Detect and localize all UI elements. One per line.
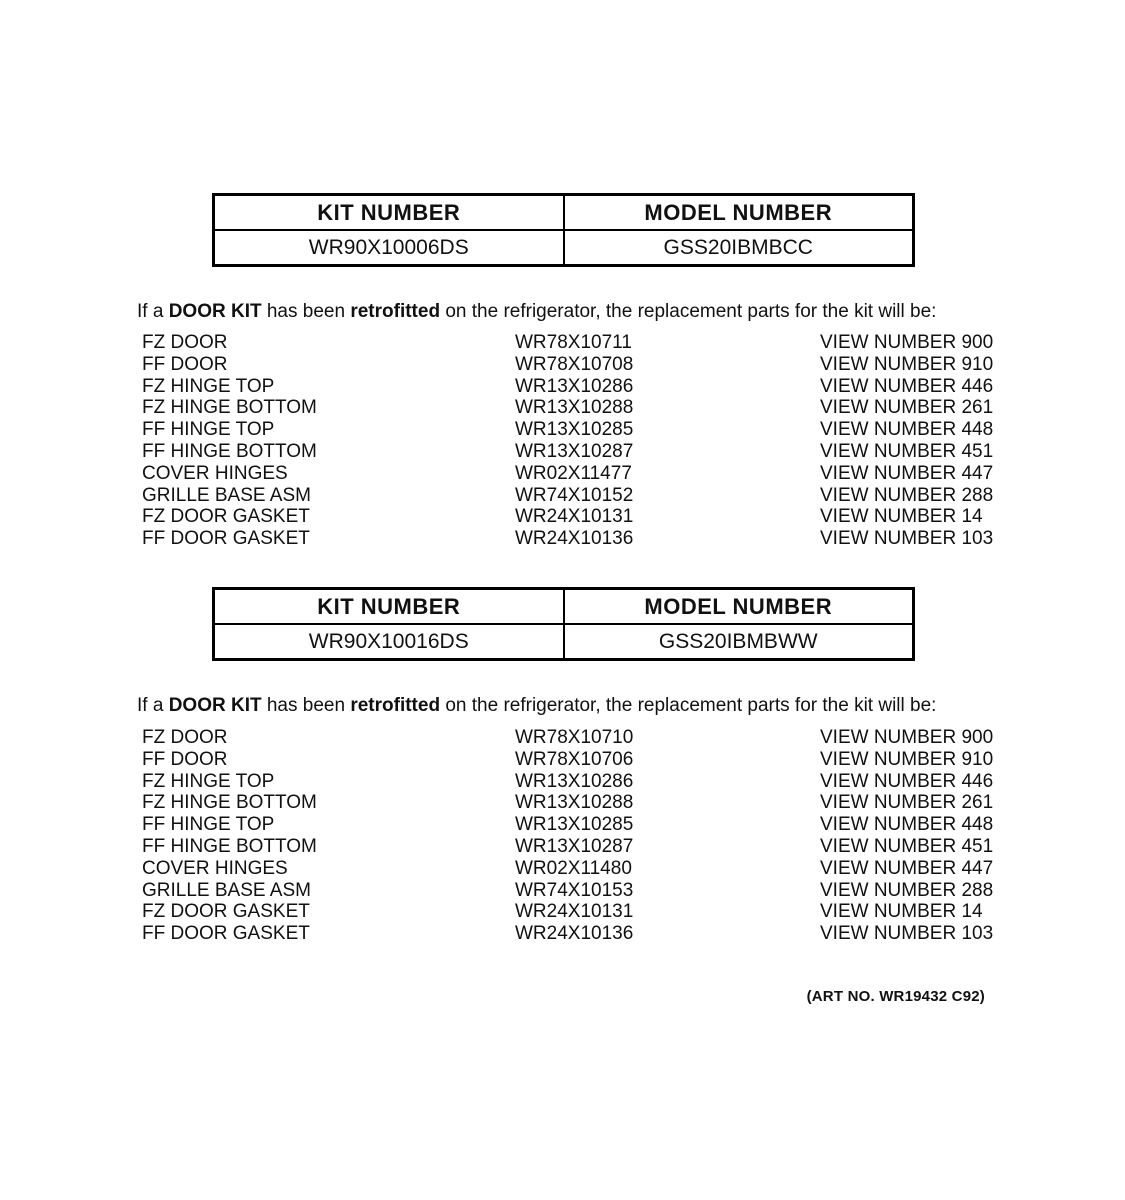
- parts-row: [142, 354, 1002, 376]
- intro-post: on the refrigerator, the replacement parts for the kit will be:: [440, 695, 937, 716]
- part-name: FZ DOOR GASKET: [142, 506, 310, 528]
- parts-list-2: [142, 727, 1002, 945]
- part-view-number: VIEW NUMBER 900: [820, 727, 994, 748]
- part-number: WR13X10287: [515, 440, 634, 462]
- part-number: WR78X10711: [515, 332, 632, 353]
- part-name: FF HINGE BOTTOM: [142, 440, 317, 462]
- parts-row: [142, 923, 1002, 945]
- part-name: FF HINGE TOP: [142, 814, 275, 836]
- part-name: FZ HINGE TOP: [142, 375, 275, 397]
- intro-door-kit: DOOR KIT: [168, 301, 262, 322]
- part-number: WR13X10288: [515, 397, 634, 419]
- part-name: COVER HINGES: [142, 857, 288, 879]
- parts-row: [142, 397, 1002, 419]
- parts-row: [142, 792, 1002, 814]
- part-number: WR74X10153: [515, 879, 634, 901]
- part-name: FZ HINGE BOTTOM: [142, 397, 317, 419]
- part-view-number: VIEW NUMBER 451: [820, 440, 994, 462]
- parts-row: [142, 332, 1002, 354]
- kit-table-header-row: [214, 195, 914, 231]
- part-number: WR24X10136: [515, 923, 634, 945]
- part-name: FF HINGE BOTTOM: [142, 835, 317, 857]
- intro-sentence-2: [137, 694, 1017, 717]
- parts-row: [142, 506, 1002, 528]
- part-view-number: VIEW NUMBER 261: [820, 397, 994, 419]
- part-name: FF DOOR GASKET: [142, 528, 310, 550]
- part-number: WR02X11480: [515, 857, 632, 879]
- part-view-number: VIEW NUMBER 451: [820, 835, 994, 857]
- part-name: FF DOOR: [142, 748, 228, 770]
- model-number-header: MODEL NUMBER: [564, 589, 914, 625]
- parts-row: [142, 376, 1002, 398]
- part-number: WR13X10288: [515, 792, 634, 814]
- part-view-number: VIEW NUMBER 910: [820, 748, 994, 770]
- kit-number-header: KIT NUMBER: [214, 589, 564, 625]
- intro-retrofitted: retrofitted: [350, 301, 441, 322]
- parts-row: [142, 485, 1002, 507]
- part-view-number: VIEW NUMBER 446: [820, 375, 994, 397]
- part-view-number: VIEW NUMBER 448: [820, 419, 994, 441]
- parts-list-1: [142, 332, 1002, 550]
- kit-number-header: KIT NUMBER: [214, 195, 564, 231]
- parts-row: [142, 836, 1002, 858]
- parts-row: [142, 814, 1002, 836]
- model-number-value: GSS20IBMBCC: [564, 230, 914, 266]
- part-number: WR13X10286: [515, 770, 634, 792]
- kit-table-value-row: [214, 624, 914, 660]
- parts-row: [142, 528, 1002, 550]
- intro-mid: has been: [261, 301, 351, 322]
- part-name: FZ DOOR GASKET: [142, 901, 310, 923]
- kit-table-2: [212, 587, 915, 661]
- intro-pre: If a: [137, 301, 169, 322]
- parts-row: [142, 419, 1002, 441]
- part-number: WR24X10131: [515, 506, 634, 528]
- intro-mid: has been: [261, 695, 351, 716]
- part-view-number: VIEW NUMBER 448: [820, 814, 994, 836]
- part-name: FZ HINGE BOTTOM: [142, 792, 317, 814]
- part-number: WR13X10285: [515, 419, 634, 441]
- part-view-number: VIEW NUMBER 103: [820, 923, 994, 945]
- parts-row: [142, 749, 1002, 771]
- part-number: WR24X10136: [515, 528, 634, 550]
- part-number: WR78X10708: [515, 353, 634, 375]
- parts-row: [142, 463, 1002, 485]
- part-name: GRILLE BASE ASM: [142, 484, 311, 506]
- intro-pre: If a: [137, 695, 169, 716]
- part-number: WR02X11477: [515, 462, 632, 484]
- part-view-number: VIEW NUMBER 900: [820, 332, 994, 353]
- part-view-number: VIEW NUMBER 261: [820, 792, 994, 814]
- part-number: WR13X10287: [515, 835, 634, 857]
- part-name: FF HINGE TOP: [142, 419, 275, 441]
- kit-table-value-row: [214, 230, 914, 266]
- kit-number-value: WR90X10006DS: [214, 230, 564, 266]
- part-view-number: VIEW NUMBER 288: [820, 484, 994, 506]
- part-name: FZ DOOR: [142, 727, 228, 748]
- part-name: FF DOOR: [142, 353, 228, 375]
- parts-row: [142, 441, 1002, 463]
- part-view-number: VIEW NUMBER 446: [820, 770, 994, 792]
- part-number: WR24X10131: [515, 901, 634, 923]
- part-name: FF DOOR GASKET: [142, 923, 310, 945]
- part-view-number: VIEW NUMBER 447: [820, 462, 994, 484]
- part-name: GRILLE BASE ASM: [142, 879, 311, 901]
- parts-row: [142, 880, 1002, 902]
- part-name: FZ DOOR: [142, 332, 228, 353]
- part-number: WR78X10706: [515, 748, 634, 770]
- part-view-number: VIEW NUMBER 447: [820, 857, 994, 879]
- part-view-number: VIEW NUMBER 103: [820, 528, 994, 550]
- part-view-number: VIEW NUMBER 288: [820, 879, 994, 901]
- parts-row: [142, 727, 1002, 749]
- part-number: WR13X10285: [515, 814, 634, 836]
- part-name: COVER HINGES: [142, 462, 288, 484]
- intro-post: on the refrigerator, the replacement parts for the kit will be:: [440, 301, 937, 322]
- part-view-number: VIEW NUMBER 14: [820, 506, 983, 528]
- intro-retrofitted: retrofitted: [350, 695, 441, 716]
- kit-table-header-row: [214, 589, 914, 625]
- intro-door-kit: DOOR KIT: [168, 695, 262, 716]
- intro-sentence-1: [137, 300, 1017, 323]
- part-name: FZ HINGE TOP: [142, 770, 275, 792]
- parts-row: [142, 858, 1002, 880]
- parts-row: [142, 901, 1002, 923]
- part-view-number: VIEW NUMBER 910: [820, 353, 994, 375]
- model-number-header: MODEL NUMBER: [564, 195, 914, 231]
- model-number-value: GSS20IBMBWW: [564, 624, 914, 660]
- part-number: WR78X10710: [515, 727, 634, 748]
- art-number: (ART NO. WR19432 C92): [806, 988, 985, 1005]
- kit-table-1: [212, 193, 915, 267]
- part-number: WR74X10152: [515, 484, 634, 506]
- parts-row: [142, 771, 1002, 793]
- part-number: WR13X10286: [515, 375, 634, 397]
- kit-number-value: WR90X10016DS: [214, 624, 564, 660]
- part-view-number: VIEW NUMBER 14: [820, 901, 983, 923]
